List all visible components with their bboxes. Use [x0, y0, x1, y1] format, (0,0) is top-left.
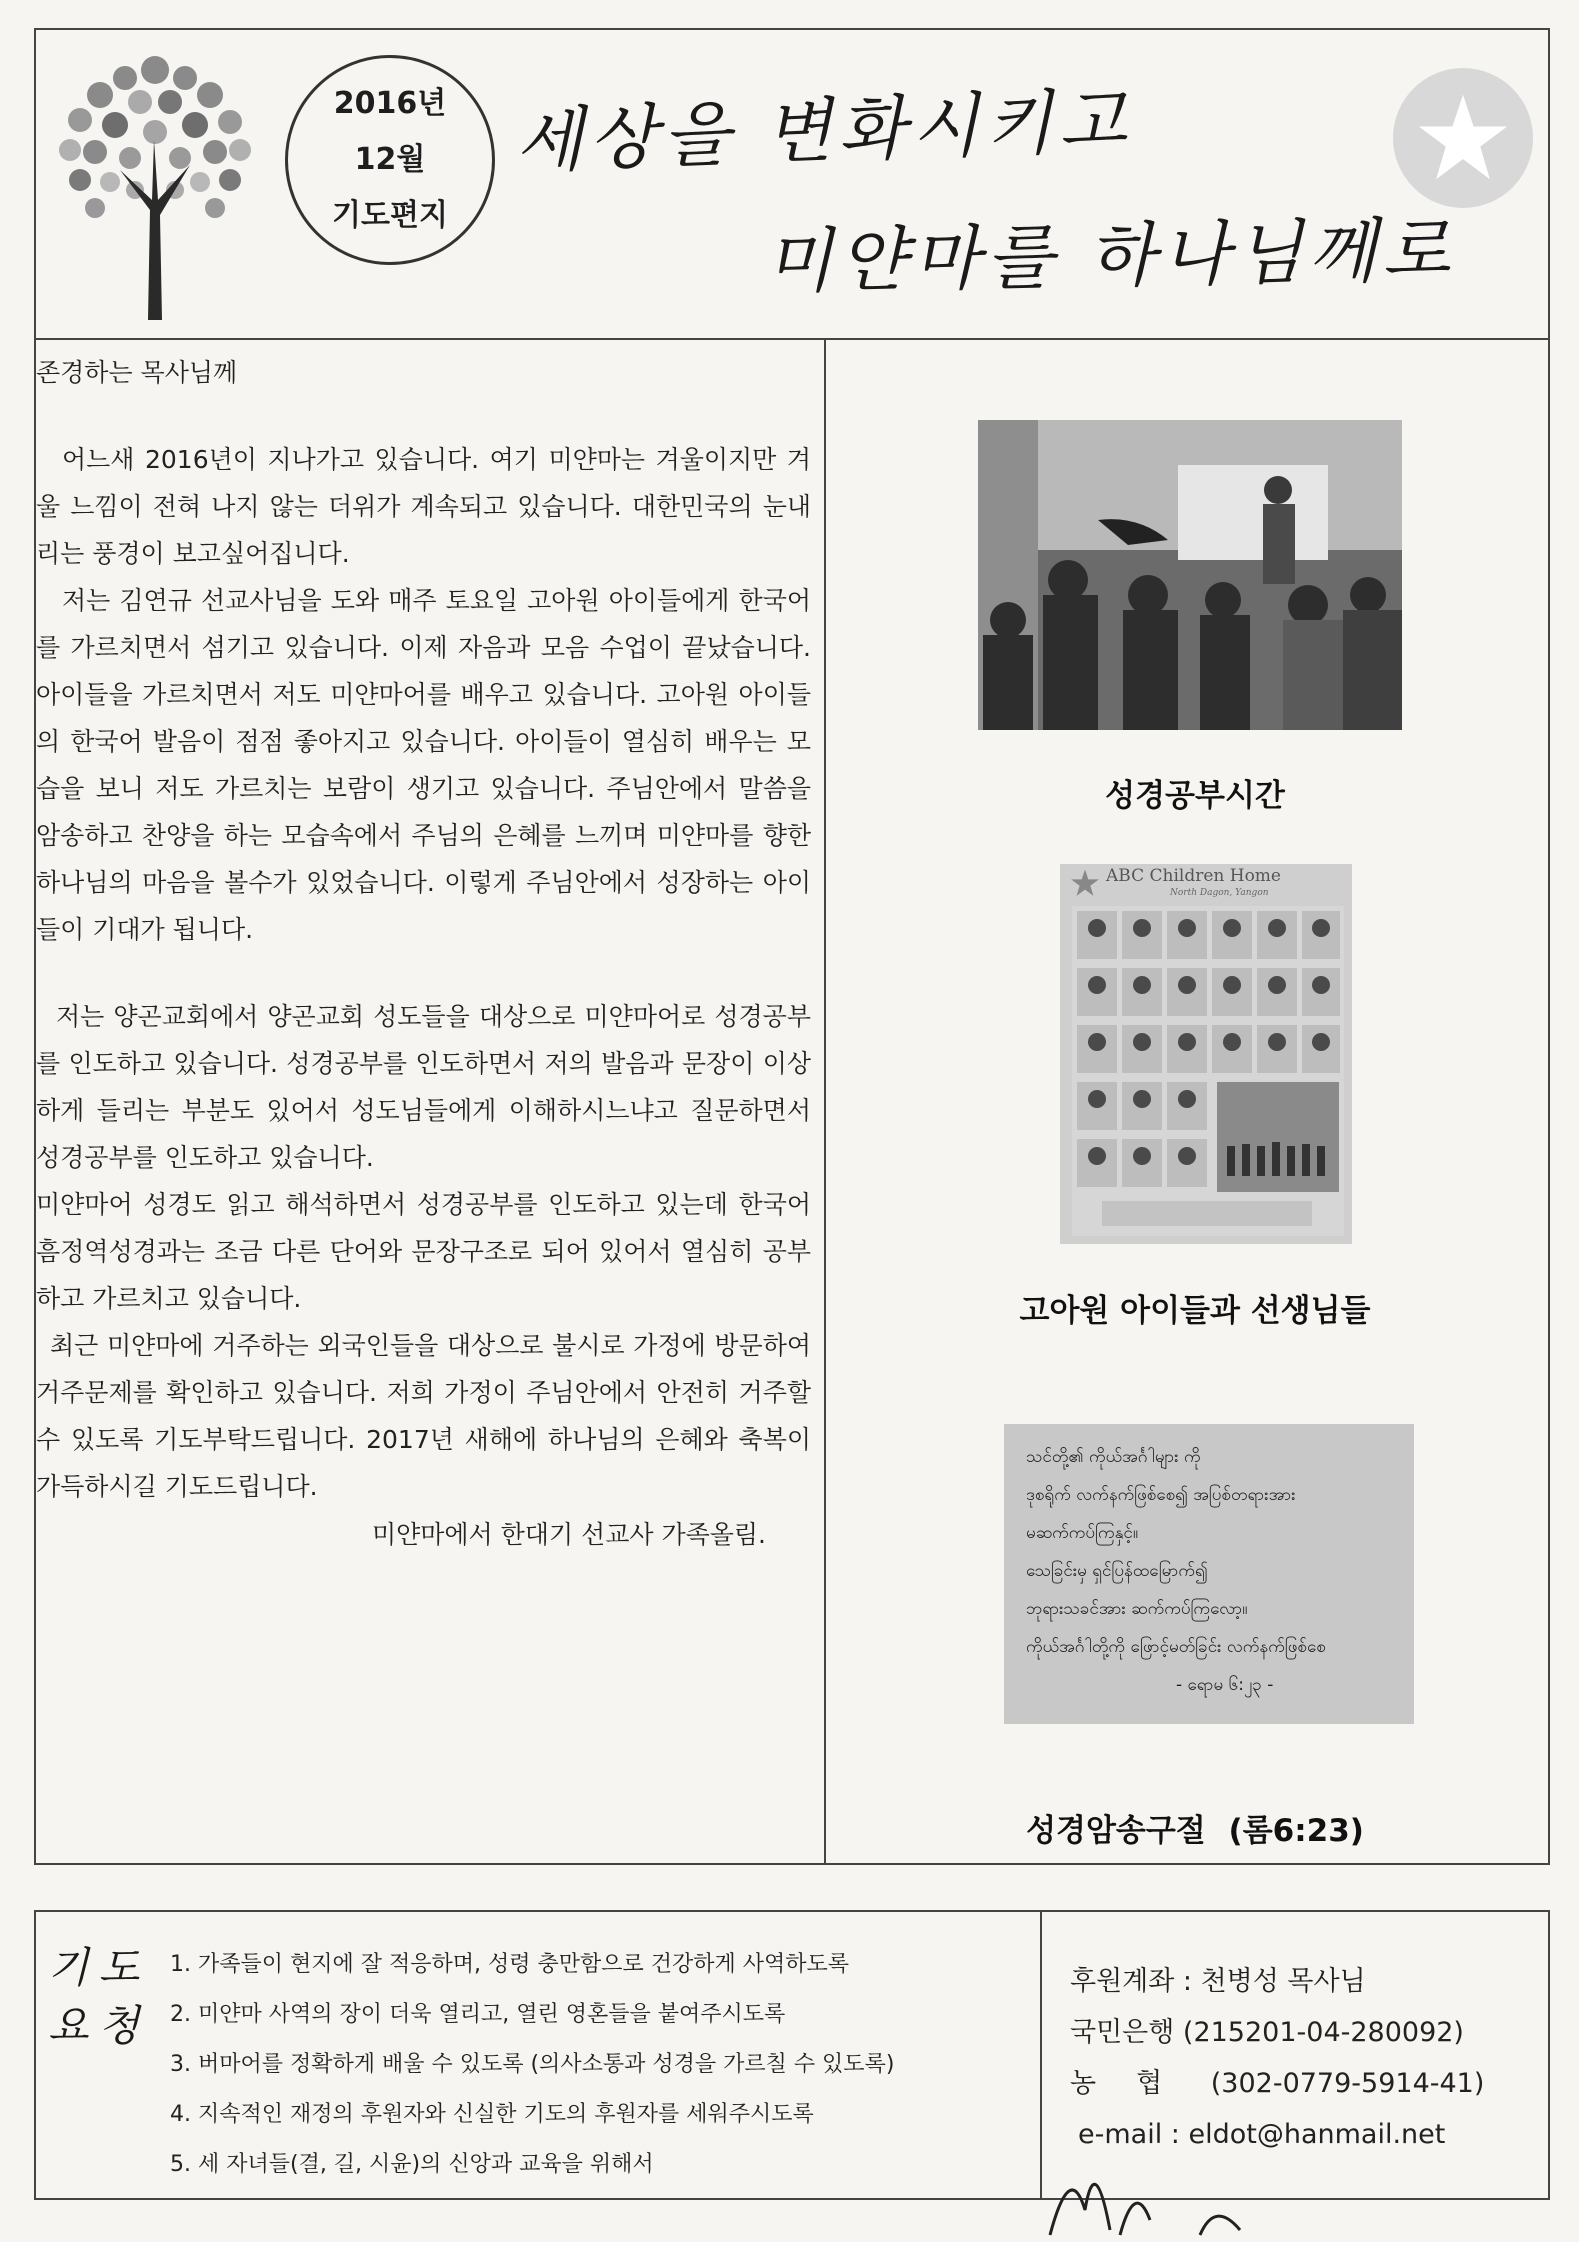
bank-2-name: 농협: [1070, 2068, 1203, 2099]
prayer-item: 3. 버마어를 정확하게 배울 수 있도록 (의사소통과 성경을 가르칠 수 있도록): [170, 2052, 895, 2077]
date-badge: [285, 55, 495, 265]
photo-caption-verse: [850, 1805, 1540, 1850]
verse-handwriting: [1026, 1438, 1406, 1704]
verse-line: သင်တို့၏ ကိုယ်အင်္ဂါများ ကို: [1026, 1447, 1201, 1467]
email-address: eldot@hanmail.net: [1188, 2119, 1446, 2150]
title-line-1: 세상을 변화시키고: [513, 79, 1134, 183]
bible-study-photo: [978, 420, 1402, 730]
bank-1-number: (215201-04-280092): [1182, 2017, 1464, 2048]
children-portraits-grid: [1072, 906, 1344, 1236]
letter-greeting: 존경하는 목사님께: [36, 358, 238, 387]
letter-signature: 미얀마에서 한대기 선교사 가족올림.: [371, 1520, 766, 1549]
photo-caption-children: 고아원 아이들과 선생님들: [1019, 1293, 1371, 1329]
verse-line: မဆက်ကပ်ကြနှင့်။: [1026, 1523, 1138, 1543]
children-home-subtitle: North Dagon, Yangon: [1170, 888, 1269, 898]
date-month: 12월: [354, 142, 426, 177]
photo-caption-bible-study: 성경공부시간: [1105, 778, 1285, 814]
email-label: e-mail :: [1078, 2119, 1180, 2150]
verse-caption-text: 성경암송구절: [1026, 1813, 1206, 1849]
pen-scribble: [1040, 2140, 1260, 2240]
letter-paragraph: 미얀마어 성경도 읽고 해석하면서 성경공부를 인도하고 있는데 한국어 흠정역성경과는 조금 다른 단어와 문장구조로 되어 있어서 열심히 공부하고 가르치고 있습니다.: [36, 1190, 811, 1313]
tree-logo: [40, 30, 270, 320]
letter-body: [36, 350, 811, 1560]
date-year: 2016년: [333, 86, 447, 121]
letter-paragraph: 저는 양곤교회에서 양곤교회 성도들을 대상으로 미얀마어로 성경공부를 인도하고 있습니다. 성경공부를 인도하면서 저의 발음과 문장이 이상하게 들리는 부분도 있어서 성도님들에게 이해하시느냐고 질문하면서 성경공부를 인도하고 있습니다.: [36, 1002, 811, 1172]
verse-line: ဒုစရိုက် လက်နက်ဖြစ်စေ၍ အပြစ်တရားအား: [1026, 1485, 1296, 1505]
children-home-photo: [1060, 864, 1352, 1244]
date-kind: 기도편지: [332, 198, 448, 233]
prayer-label-top: 기도: [48, 1943, 150, 1992]
children-home-star-icon: [1070, 868, 1100, 902]
bank-2-number: (302-0779-5914-41): [1210, 2068, 1485, 2099]
verse-caption-ref: (롬6:23): [1228, 1813, 1364, 1849]
column-divider: [824, 340, 826, 1865]
prayer-request-list: [170, 1945, 1030, 2195]
children-home-title: ABC Children Home: [1106, 866, 1281, 886]
letter-paragraph: 어느새 2016년이 지나가고 있습니다. 여기 미얀마는 겨울이지만 겨울 느낌이 전혀 나지 않는 더위가 계속되고 있습니다. 대한민국의 눈내리는 풍경이 보고싶어집니다.: [36, 445, 811, 568]
prayer-item: 1. 가족들이 현지에 잘 적응하며, 성령 충만함으로 건강하게 사역하도록: [170, 1952, 849, 1977]
title-line-2: 미얀마를 하나님께로: [764, 208, 1457, 304]
verse-line: ကိုယ်အင်္ဂါတို့ကို ဖြောင့်မတ်ခြင်း လက်နက်ဖြစ်စေ: [1026, 1637, 1326, 1657]
prayer-item: 2. 미얀마 사역의 장이 더욱 열리고, 열린 영혼들을 붙여주시도록: [170, 2002, 786, 2027]
prayer-label-bottom: 요청: [48, 2001, 150, 2050]
verse-line: သေခြင်းမှ ရှင်ပြန်ထမြောက်၍: [1026, 1561, 1208, 1581]
account-holder: 후원계좌 : 천병성 목사님: [1070, 1966, 1366, 1997]
verse-card-photo: [1004, 1424, 1414, 1724]
verse-reference: - ရောမ ၆:၂၃ -: [1176, 1675, 1274, 1695]
account-bank-2: [1070, 2062, 1540, 2113]
bank-1-name: 국민은행: [1070, 2017, 1175, 2048]
support-account-info: [1070, 1960, 1540, 2164]
verse-line: ဘုရားသခင်အား ဆက်ကပ်ကြလော့။: [1026, 1599, 1248, 1619]
prayer-item: 4. 지속적인 재정의 후원자와 신실한 기도의 후원자를 세워주시도록: [170, 2102, 814, 2127]
account-bank-1: [1070, 2011, 1540, 2062]
letter-paragraph: 저는 김연규 선교사님을 도와 매주 토요일 고아원 아이들에게 한국어를 가르치면서 섬기고 있습니다. 이제 자음과 모음 수업이 끝났습니다. 아이들을 가르치면서 저도 미얀마어를 배우고 있습니다. 고아원 아이들의 한국어 발음이 점점 좋아지고 있습니다. 아이들이 열심히 배우는 모습을 보니 저도 가르치는 보람이 생기고 있습니다. 주님안에서 말씀을 암송하고 찬양을 하는 모습속에서 주님의 은혜를 느끼며 미얀마를 향한 하나님의 마음을 볼수가 있었습니다. 이렇게 주님안에서 성장하는 아이들이 기대가 됩니다.: [36, 586, 811, 944]
letter-paragraph: 최근 미얀마에 거주하는 외국인들을 대상으로 불시로 가정에 방문하여 거주문제를 확인하고 있습니다. 저희 가정이 주님안에서 안전히 거주할수 있도록 기도부탁드립니다. 2017년 새해에 하나님의 은혜와 축복이 가득하시길 기도드립니다.: [36, 1331, 811, 1501]
star-icon: [1393, 68, 1533, 208]
prayer-item: 5. 세 자녀들(결, 길, 시윤)의 신앙과 교육을 위해서: [170, 2152, 654, 2177]
